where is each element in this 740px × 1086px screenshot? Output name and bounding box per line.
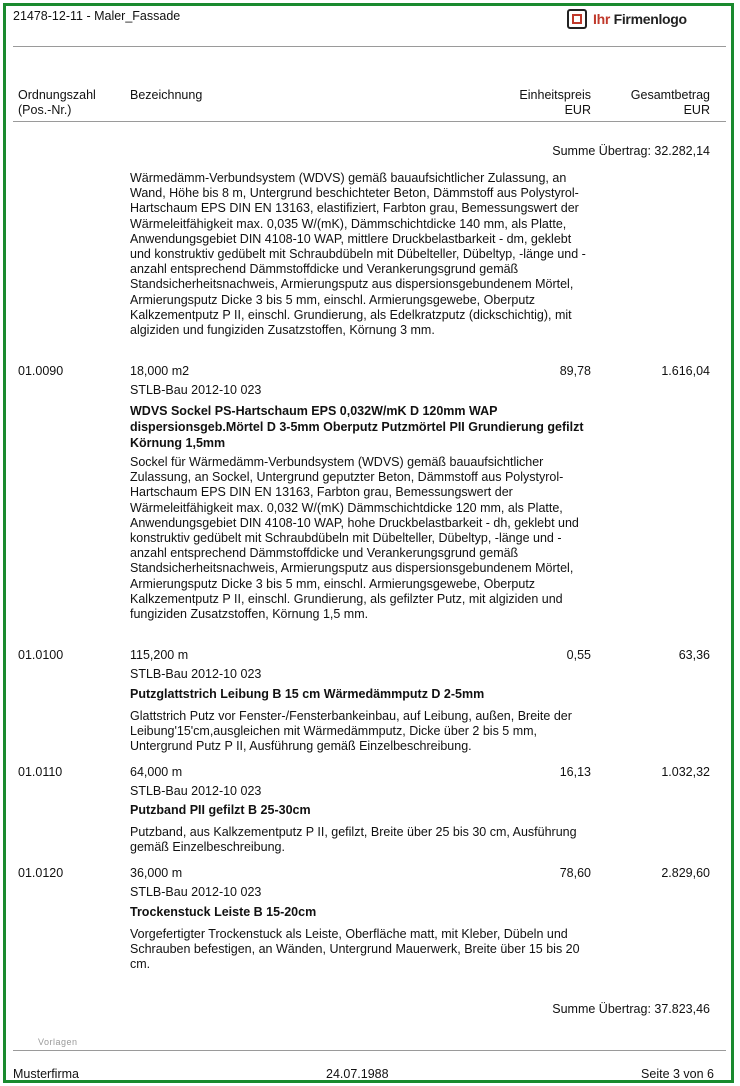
item-reference: STLB-Bau 2012-10 023 [130,383,262,397]
item-description: Glattstrich Putz vor Fenster-/Fensterbankeinbau, auf Leibung, außen, Breite der Leibung'15'cm,ausgleichen mit Wärmedämmputz, Dicke über 2 bis 5 mm, Untergrund Putz P II, Ausführung gemäß Einzelbeschreibung. [130,709,572,754]
item-title: Putzglattstrich Leibung B 15 cm Wärmedämmputz D 2-5mm [130,687,485,701]
item-title: Putzband PII gefilzt B 25-30cm [130,803,311,817]
footer-company: Musterfirma [13,1067,79,1081]
item-description: Sockel für Wärmedämm-Verbundsystem (WDVS) gemäß bauaufsichtlicher Zulassung, an Sockel, Untergrund geputzter Beton, Dämmstoff aus Polystyrol-Hartschaum EPS DIN EN 13163, Farbton grau, Bemessungswert der Wärmeleitfähigkeit max. 0,032 W/(mK) Dämmschichtdicke 120 mm, als Platte, Anwendungsgebiet DIN 4108-10 WAP, hohe Druckbelastbarkeit - dh, geklebt und konstruktiv gedübelt mit Schraubdübeln mit Dübelteller, Dübeltyp, -länge und -anzahl entsprechend Dämmstoffdicke und Verankerungsgrund gemäß Standsicherheitsnachweis, Armierungsputz aus dispersionsgebundenem Mörtel, Armierungsputz Dicke 3 bis 5 mm, einschl. Armierungsgewebe, Oberputz Kalkzementputz P II, einschl. Grundierung, als gefilzter Putz, mit algiziden und fungiziden Zusatzstoffen, Körnung 1,5 mm. [130,455,579,622]
item-reference: STLB-Bau 2012-10 023 [130,885,262,899]
item-description: Vorgefertigter Trockenstuck als Leiste, Oberfläche matt, mit Kleber, Dübeln und Schrauben befestigen, an Wänden, Untergrund Mauerwerk, Breite über 15 bis 20 cm. [130,927,580,972]
item-description: Putzband, aus Kalkzementputz P II, gefilzt, Breite über 25 bis 30 cm, Ausführung gemäß Einzelbeschreibung. [130,825,577,855]
item-reference: STLB-Bau 2012-10 023 [130,784,262,798]
item-quantity: 115,200 m [130,648,189,662]
carry-over-description: Wärmedämm-Verbundsystem (WDVS) gemäß bauaufsichtlicher Zulassung, an Wand, Höhe bis 8 m, Untergrund beschichteter Beton, Dämmstoff aus Polystyrol-Hartschaum EPS DIN EN 13163, elastifiziert, Farbton grau, Bemessungswert der Wärmeleitfähigkeit max. 0,035 W/(mK), Dämmschichtdicke 140 mm, als Platte, Anwendungsgebiet DIN 4108-10 WAP, mittlere Druckbelastbarkeit - dm, geklebt und konstruktiv gedübelt mit Schraubdübeln mit Dübelteller, Dübeltyp, -länge und -anzahl entsprechend Dämmstoffdicke und Verankerungsgrund gemäß Standsicherheitsnachweis, Armierungsputz aus dispersionsgebundenem Mörtel, Armierungsputz Dicke 3 bis 5 mm, einschl. Armierungsgewebe, Oberputz Kalkzementputz P II, einschl. Grundierung, als Edelkratzputz (dickschichtig), mit algiziden und fungiziden Zusatzstoffen, Körnung 3 mm. [130,171,586,338]
item-total: 63,36 [678,648,710,662]
column-header-desc: Bezeichnung [130,88,203,102]
item-quantity: 64,000 m [130,765,183,779]
summe-uebertrag-top: Summe Übertrag: 32.282,14 [552,144,710,158]
logo-suffix: Firmenlogo [610,11,687,27]
item-title: WDVS Sockel PS-Hartschaum EPS 0,032W/mK D 120mm WAP dispersionsgeb.Mörtel D 3-5mm Oberputz Putzmörtel PII Grundierung gefilzt Körnung 1,5mm [130,404,584,450]
watermark-text: Vorlagen [38,1037,78,1047]
item-unit-price: 0,55 [566,648,591,662]
item-pos: 01.0120 [18,866,64,880]
item-pos: 01.0110 [18,765,63,779]
header-divider [13,46,726,47]
logo-icon [567,9,587,29]
item-pos: 01.0100 [18,648,64,662]
item-title: Trockenstuck Leiste B 15-20cm [130,905,317,919]
company-logo [567,5,687,33]
item-total: 1.616,04 [661,364,710,378]
logo-prefix: Ihr [593,11,610,27]
item-pos: 01.0090 [18,364,64,378]
footer-page-number: Seite 3 von 6 [641,1067,714,1081]
item-total: 1.032,32 [661,765,710,779]
item-total: 2.829,60 [661,866,710,880]
summe-uebertrag-bottom: Summe Übertrag: 37.823,46 [552,1002,710,1016]
footer-date: 24.07.1988 [326,1067,389,1081]
footer-divider [13,1050,726,1051]
item-unit-price: 89,78 [559,364,591,378]
item-unit-price: 78,60 [559,866,591,880]
column-header-total: Gesamtbetrag EUR [630,88,710,117]
item-quantity: 36,000 m [130,866,183,880]
item-reference: STLB-Bau 2012-10 023 [130,667,262,681]
column-header-pos: Ordnungszahl (Pos.-Nr.) [18,88,96,117]
item-unit-price: 16,13 [559,765,591,779]
item-quantity: 18,000 m2 [130,364,190,378]
column-header-unit-price: Einheitspreis EUR [519,88,591,117]
column-header-divider [13,121,726,122]
document-title: 21478-12-11 - Maler_Fassade [13,9,181,23]
